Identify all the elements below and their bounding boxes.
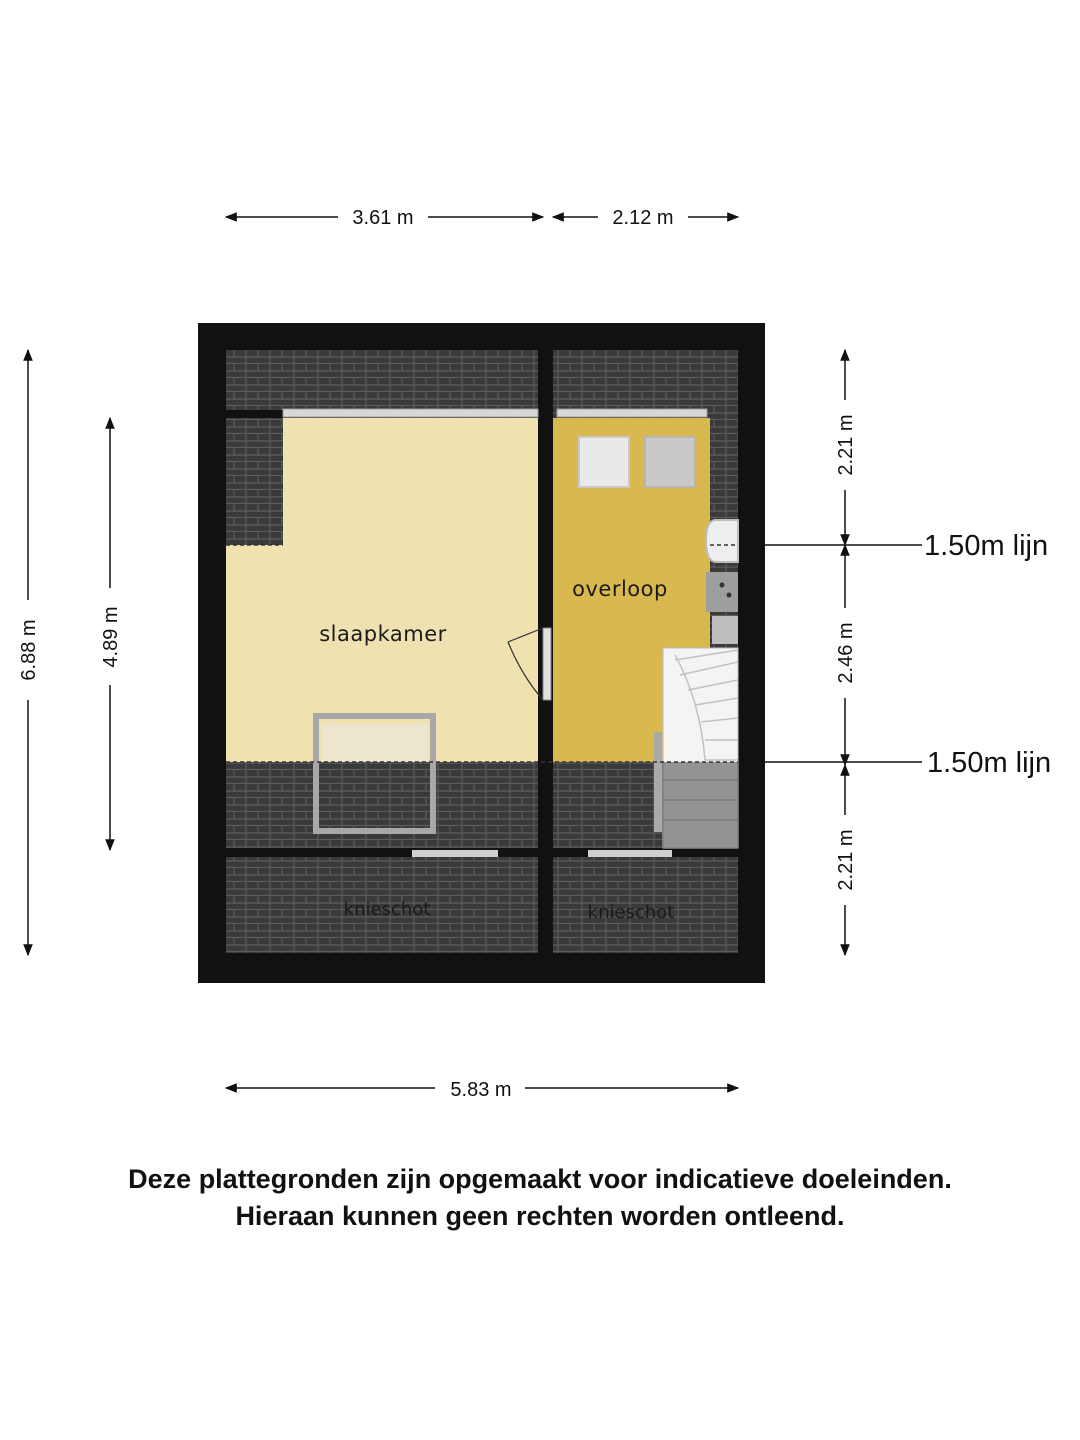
dimension-label: 2.12 m [612, 207, 674, 229]
staircase [654, 648, 738, 848]
window-top-left [283, 409, 538, 417]
dimension-left-inner [100, 418, 122, 850]
dimension-label: 4.89 m [100, 606, 122, 668]
sink-icon [706, 520, 738, 562]
wall-segment [226, 410, 283, 418]
window-top-right [557, 409, 707, 417]
room-label-knee-wall-right: knieschot [587, 902, 675, 923]
dimension-left-outer [18, 350, 40, 955]
room-label-bedroom: slaapkamer [319, 622, 447, 646]
disclaimer-line-2: Hieraan kunnen geen rechten worden ontleend. [235, 1201, 845, 1231]
dimension-label: 5.83 m [450, 1079, 512, 1101]
dimension-right-top [835, 350, 857, 545]
room-label-landing: overloop [572, 577, 668, 601]
appliance-right [645, 437, 695, 487]
room-label-knee-wall-left: knieschot [343, 899, 431, 920]
dimension-label: 2.46 m [835, 622, 857, 684]
skylight-left [412, 850, 498, 857]
height-line-label: 1.50m lijn [924, 530, 1049, 562]
dimension-top-right [553, 207, 738, 229]
dimension-label: 6.88 m [18, 619, 40, 681]
disclaimer-line-1: Deze plattegronden zijn opgemaakt voor indicatieve doeleinden. [128, 1164, 952, 1194]
dimension-label: 2.21 m [835, 829, 857, 891]
dimension-right-bottom [835, 765, 857, 955]
height-line-label: 1.50m lijn [927, 747, 1052, 779]
dimension-bottom [226, 1079, 738, 1101]
appliance-left [579, 437, 629, 487]
skylight-right [588, 850, 672, 857]
dimension-right-middle [835, 545, 857, 765]
dimension-top-left [226, 207, 543, 229]
dimension-label: 2.21 m [835, 414, 857, 476]
dimension-label: 3.61 m [352, 207, 414, 229]
